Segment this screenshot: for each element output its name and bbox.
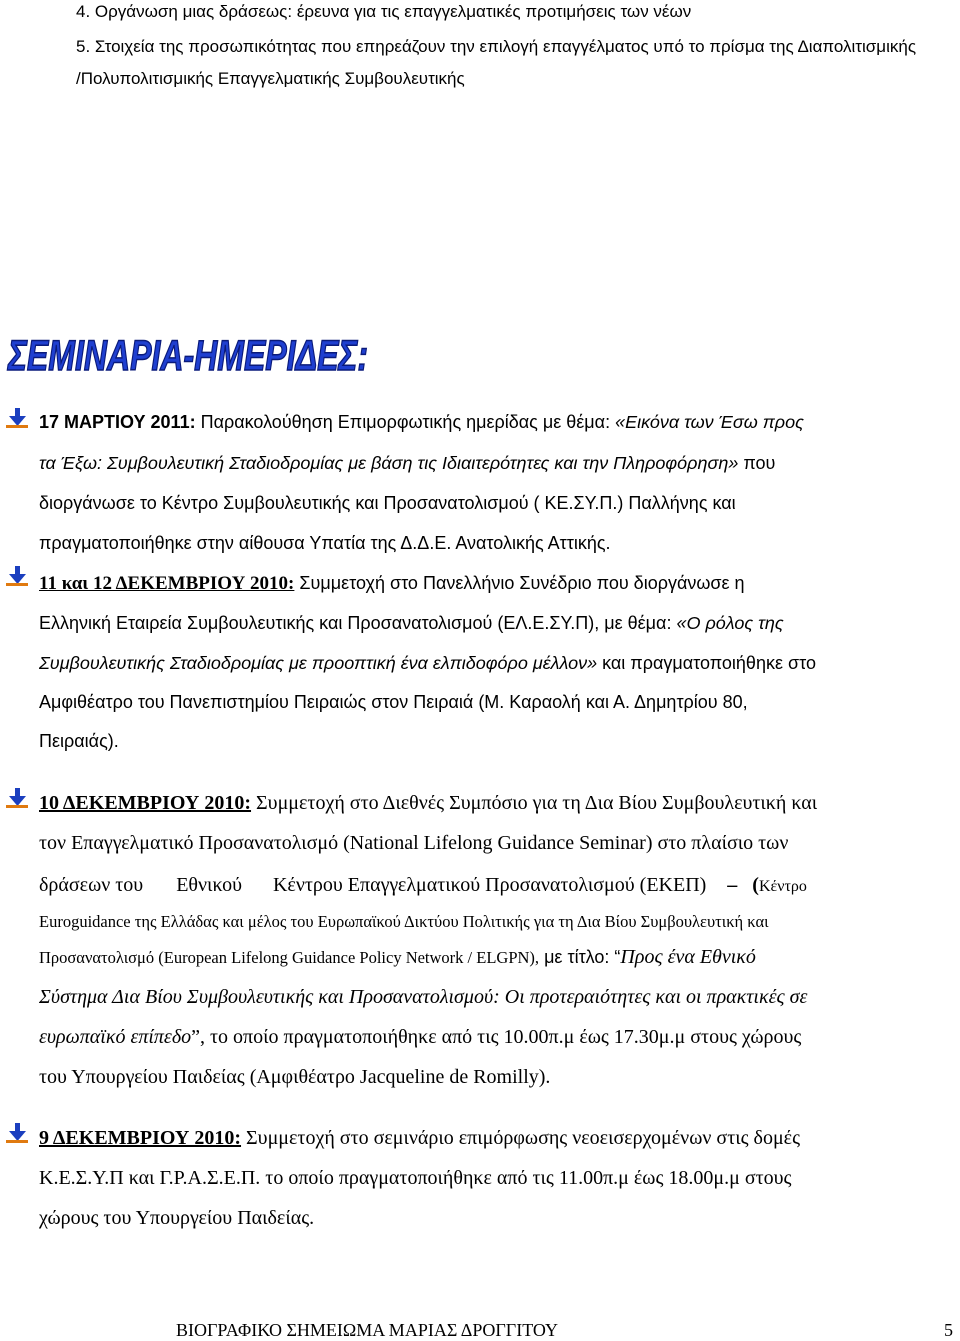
- entry-line-7: ευρωπαϊκό επίπεδο”, το οποίο πραγματοποιήθηκε από τις 10.00π.μ έως 17.30μ.μ στους χώρους: [39, 1026, 802, 1048]
- entry-line-2: Κ.Ε.Σ.Υ.Π και Γ.Ρ.Α.Σ.Ε.Π. το οποίο πραγματοποιήθηκε από τις 11.00π.μ έως 18.00μ.μ στους: [39, 1167, 792, 1189]
- entry-line-2: Ελληνική Εταιρεία Συμβουλευτικής και Προσανατολισμού (ΕΛ.Ε.ΣΥ.Π), με θέμα: «Ο ρόλος της: [39, 613, 784, 633]
- entry-line-8: του Υπουργείου Παιδείας (Αμφιθέατρο Jacqueline de Romilly).: [39, 1066, 551, 1088]
- entry-line-3: Συμβουλευτικής Σταδιοδρομίας με προοπτική ένα ελπιδοφόρο μέλλον» και πραγματοποιήθηκε στο: [39, 653, 816, 673]
- list-item-5-line2: /Πολυπολιτισμικής Επαγγελματικής Συμβουλευτικής: [76, 69, 465, 88]
- entry-line-5: Πειραιάς).: [39, 731, 119, 751]
- down-arrow-bullet-icon: [4, 1123, 30, 1145]
- section-heading-seminars: [6, 326, 376, 387]
- down-arrow-bullet-icon: [4, 408, 30, 430]
- entry-line-3: χώρους του Υπουργείου Παιδείας.: [39, 1207, 315, 1229]
- entry-line-2: τον Επαγγελματικό Προσανατολισμό (National Lifelong Guidance Seminar) στο πλαίσιο των: [39, 832, 789, 854]
- entry-line-4: Αμφιθέατρο του Πανεπιστημίου Πειραιώς στον Πειραιά (Μ. Καραολή και Α. Δημητρίου 80,: [39, 692, 748, 712]
- entry-line-6: Σύστημα Δια Βίου Συμβουλευτικής και Προσανατολισμού: Οι προτεραιότητες και οι πρακτικές σε: [39, 986, 808, 1008]
- entry-date: 9 ΔΕΚΕΜΒΡΙΟΥ 2010:: [39, 1127, 242, 1149]
- entry-line-1: 11 και 12 ΔΕΚΕΜΒΡΙΟΥ 2010: Συμμετοχή στο Πανελλήνιο Συνέδριο που διοργάνωσε η: [39, 573, 745, 594]
- down-arrow-bullet-icon: [4, 566, 30, 588]
- entry-line-5: Προσανατολισμό (European Lifelong Guidance Policy Network / ELGPN), με τίτλο: “Προς ένα Εθνικό: [39, 946, 756, 968]
- entry-line-3: διοργάνωσε το Κέντρο Συμβουλευτικής και Προσανατολισμού ( ΚΕ.ΣΥ.Π.) Παλλήνης και: [39, 493, 736, 513]
- entry-line-2: τα Έξω: Συμβουλευτική Σταδιοδρομίας με βάση τις Ιδιαιτερότητες και την Πληροφόρηση» που: [39, 453, 776, 473]
- list-item-4: 4. Οργάνωση μιας δράσεως: έρευνα για τις επαγγελματικές προτιμήσεις των νέων: [76, 2, 692, 21]
- entry-line-4: Euroguidance της Ελλάδας και μέλος του Ευρωπαϊκού Δικτύου Πολιτικής για τη Δια Βίου Συμβουλευτική και: [39, 912, 769, 931]
- list-item-5-line1: 5. Στοιχεία της προσωπικότητας που επηρεάζουν την επιλογή επαγγέλματος υπό το πρίσμα της Διαπολιτισμικής: [76, 37, 917, 56]
- down-arrow-bullet-icon: [4, 788, 30, 810]
- seminars-heading-text: ΣΕΜΙΝΑΡΙΑ-ΗΜΕΡΙΔΕΣ:: [7, 332, 368, 380]
- entry-date: 17 ΜΑΡΤΙΟΥ 2011:: [39, 412, 196, 432]
- footer-title: ΒΙΟΓΡΑΦΙΚΟ ΣΗΜΕΙΩΜΑ ΜΑΡΙΑΣ ΔΡΟΓΓΙΤΟΥ: [176, 1320, 558, 1340]
- page-number: 5: [944, 1320, 953, 1340]
- entry-line-1: 10 ΔΕΚΕΜΒΡΙΟΥ 2010: Συμμετοχή στο Διεθνές Συμπόσιο για τη Δια Βίου Συμβουλευτική και: [39, 792, 818, 814]
- entry-line-4: πραγματοποιήθηκε στην αίθουσα Υπατία της Δ.Δ.Ε. Ανατολικής Αττικής.: [39, 533, 611, 553]
- entry-line-1: 17 ΜΑΡΤΙΟΥ 2011: Παρακολούθηση Επιμορφωτικής ημερίδας με θέμα: «Εικόνα των Έσω προς: [39, 412, 804, 432]
- entry-line-1: 9 ΔΕΚΕΜΒΡΙΟΥ 2010: Συμμετοχή στο σεμινάριο επιμόρφωσης νεοεισερχομένων στις δομές: [39, 1127, 800, 1149]
- seminars-heading-outline: ΣΕΜΙΝΑΡΙΑ-ΗΜΕΡΙΔΕΣ:: [7, 332, 368, 380]
- entry-line-3: δράσεων του Εθνικού Κέντρου Επαγγελματικού Προσανατολισμού (ΕΚΕΠ) – (Κέντρο: [39, 874, 807, 896]
- seminars-heading-graphic: [6, 326, 376, 382]
- entry-date: 11 και 12 ΔΕΚΕΜΒΡΙΟΥ 2010:: [39, 573, 295, 594]
- entry-date: 10 ΔΕΚΕΜΒΡΙΟΥ 2010:: [39, 792, 252, 814]
